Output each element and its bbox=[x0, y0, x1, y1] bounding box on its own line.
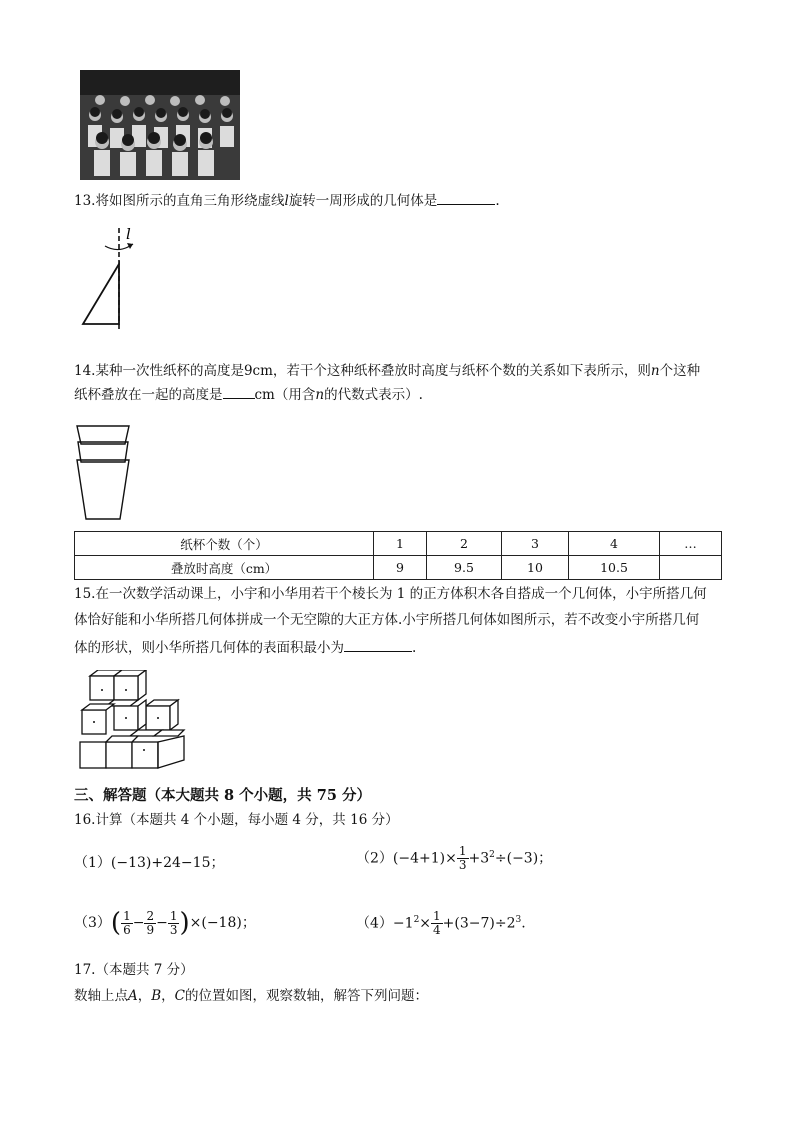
table-cell: … bbox=[660, 532, 722, 556]
fraction-denominator: 4 bbox=[433, 923, 441, 937]
table-cell: 2 bbox=[427, 532, 502, 556]
q14-line2-var: n bbox=[315, 387, 325, 403]
q13-end: . bbox=[495, 193, 500, 209]
fraction-denominator: 3 bbox=[458, 858, 467, 872]
table-cell: 10 bbox=[502, 556, 569, 580]
q16-p4-b: × bbox=[419, 915, 432, 932]
fraction-numerator: 1 bbox=[458, 844, 467, 858]
table-header-count: 纸杯个数（个） bbox=[75, 532, 374, 556]
table-cell: 9.5 bbox=[427, 556, 502, 580]
point-b-label: B bbox=[151, 988, 162, 1004]
table-header-height: 叠放时高度（cm） bbox=[75, 556, 374, 580]
q16-p3-fraction-1 bbox=[121, 910, 133, 937]
q16-p3-fraction-2 bbox=[144, 910, 156, 937]
q16-p4-c: +(3−7)÷2 bbox=[442, 915, 516, 932]
point-a-label: A bbox=[128, 988, 138, 1004]
q13-var: l bbox=[284, 193, 289, 209]
q13-text bbox=[74, 190, 500, 211]
q14-line2 bbox=[74, 384, 423, 405]
q16-p2-c: ÷(−3)； bbox=[494, 850, 553, 867]
q14-answer-blank[interactable] bbox=[223, 384, 255, 399]
q17-sep1: ， bbox=[137, 988, 152, 1004]
q13-answer-blank[interactable] bbox=[437, 190, 495, 205]
right-paren: ) bbox=[179, 908, 190, 938]
q16-p4-fraction bbox=[431, 910, 443, 937]
q14-line2-b: cm（用含 bbox=[254, 387, 316, 403]
q17-sep2: ， bbox=[161, 988, 175, 1004]
q13-text-b: 旋转一周形成的几何体是 bbox=[288, 193, 438, 209]
fraction-numerator: 1 bbox=[433, 909, 441, 923]
q15-line2: 体恰好能和小华所搭几何体拼成一个无空隙的大正方体.小宇所搭几何体如图所示，若不改变小宇所搭几何 bbox=[74, 612, 700, 628]
fraction-numerator: 1 bbox=[123, 908, 131, 923]
left-paren: ( bbox=[110, 908, 122, 938]
q16-part3: （3）( $\frac{1}{6}$ − $\frac{2}{9}$ − $\frac{1}{3}$ )×(−18)； bbox=[74, 908, 256, 938]
fraction-denominator: 3 bbox=[169, 922, 178, 937]
table-cell bbox=[660, 556, 722, 580]
q16-p2-a: (−4+1)× bbox=[392, 850, 457, 867]
table-row bbox=[75, 532, 722, 556]
table-cell: 1 bbox=[374, 532, 427, 556]
q16-p2-exponent: 2 bbox=[489, 849, 495, 860]
table-cell: 3 bbox=[502, 532, 569, 556]
q16-p2-fraction bbox=[457, 845, 469, 872]
q16-title: 16.计算（本题共 4 个小题，每小题 4 分，共 16 分） bbox=[74, 812, 399, 828]
q16-p2-b: +3 bbox=[468, 850, 490, 867]
q17-text-a: 数轴上点 bbox=[74, 988, 128, 1004]
point-c-label: C bbox=[174, 988, 186, 1004]
q13-text-a: 13.将如图所示的直角三角形绕虚线 bbox=[74, 193, 285, 209]
q16-part4 bbox=[356, 910, 526, 937]
q16-p4-a: −1 bbox=[392, 915, 414, 932]
q16-p4-label: （4） bbox=[356, 915, 393, 932]
q16-p3-label: （3） bbox=[74, 915, 111, 931]
q14-line2-a: 纸杯叠放在一起的高度是 bbox=[74, 387, 223, 403]
q17-text bbox=[74, 986, 428, 1006]
q16-p1-label: （1） bbox=[74, 855, 111, 871]
fraction-numerator: 1 bbox=[169, 908, 178, 923]
q16-part2 bbox=[356, 845, 552, 872]
q16-p3-tail: ×(−18)； bbox=[189, 915, 256, 931]
q14-line1 bbox=[74, 361, 700, 381]
triangle-figure bbox=[75, 222, 145, 332]
q16-p4-exponent-1: 2 bbox=[413, 914, 420, 925]
fraction-denominator: 9 bbox=[146, 922, 155, 937]
table-cell: 4 bbox=[569, 532, 660, 556]
stacked-cups-figure bbox=[74, 422, 134, 522]
q14-var: n bbox=[650, 363, 660, 379]
q16-part1 bbox=[74, 852, 224, 872]
q16-p4-exponent-2: 3 bbox=[515, 914, 522, 925]
q16-p4-end: . bbox=[521, 915, 526, 932]
q15-line3 bbox=[74, 637, 416, 658]
q17-title: 17.（本题共 7 分） bbox=[74, 962, 194, 978]
q15-line1: 15.在一次数学活动课上，小宇和小华用若干个棱长为 1 的正方体积木各自搭成一个几何体，小宇所搭几何 bbox=[74, 586, 707, 602]
axis-label: l bbox=[126, 225, 131, 243]
table-row bbox=[75, 556, 722, 580]
q17-text-b: 的位置如图，观察数轴，解答下列问题： bbox=[185, 988, 429, 1004]
table-cell: 9 bbox=[374, 556, 427, 580]
q14-line1-b: 个这种 bbox=[659, 363, 701, 379]
cups-table bbox=[74, 531, 722, 580]
fraction-denominator: 6 bbox=[123, 922, 131, 937]
q14-line2-c: 的代数式表示）. bbox=[324, 387, 423, 403]
photo-image bbox=[80, 70, 240, 180]
q16-p1-expr: (−13)+24−15； bbox=[110, 855, 225, 871]
q16-p2-label: （2） bbox=[356, 850, 393, 867]
q16-p3-fraction-3 bbox=[168, 910, 180, 937]
q15-line3-text: 体的形状，则小华所搭几何体的表面积最小为 bbox=[74, 640, 344, 656]
q15-end: . bbox=[412, 640, 417, 656]
section-3-title: 三、解答题（本大题共 8 个小题，共 75 分） bbox=[74, 787, 371, 804]
fraction-numerator: 2 bbox=[146, 908, 155, 923]
table-cell: 10.5 bbox=[569, 556, 660, 580]
q14-line1-a: 14.某种一次性纸杯的高度是9cm，若干个这种纸杯叠放时高度与纸杯个数的关系如下表所示，则 bbox=[74, 363, 651, 379]
cubes-figure bbox=[76, 670, 188, 776]
q15-answer-blank[interactable] bbox=[344, 637, 412, 652]
